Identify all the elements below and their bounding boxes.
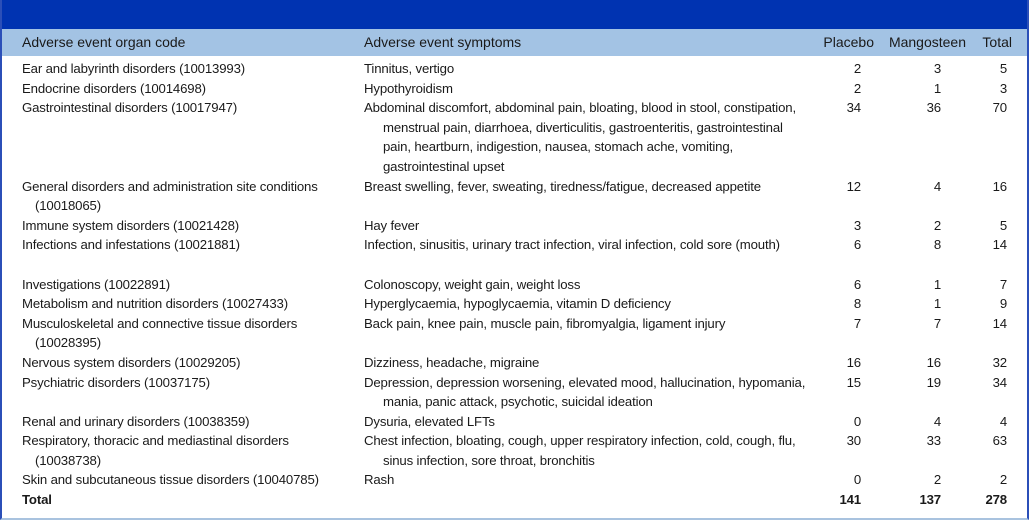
total-count: 5 xyxy=(999,61,1007,76)
placebo-total: 141 xyxy=(839,492,861,508)
placebo-count: 6 xyxy=(853,237,861,253)
symptoms-cell: Hyperglycaemia, hypoglycaemia, vitamin D deficiency xyxy=(364,296,671,312)
mangosteen-count: 3 xyxy=(933,61,941,76)
table-row xyxy=(2,412,1027,432)
organ-code-cell: Infections and infestations (10021881) xyxy=(22,237,240,253)
organ-code-cell: Musculoskeletal and connective tissue disorders (10028395) xyxy=(22,315,298,351)
mangosteen-count: 4 xyxy=(933,178,941,194)
total-count: 9 xyxy=(999,296,1007,312)
symptoms-cell: Colonoscopy, weight gain, weight loss xyxy=(364,276,581,292)
placebo-count: 30 xyxy=(846,433,861,449)
organ-code-cell: Immune system disorders (10021428) xyxy=(22,217,239,233)
placebo-count: 7 xyxy=(853,315,861,331)
total-count: 16 xyxy=(992,178,1007,194)
table-row xyxy=(2,98,1027,176)
table-row xyxy=(2,235,1027,274)
table-header-row xyxy=(2,29,1027,56)
placebo-count: 6 xyxy=(853,276,861,292)
header-mangosteen: Mangosteen xyxy=(888,34,966,50)
mangosteen-count: 36 xyxy=(926,100,941,116)
table-row xyxy=(2,177,1027,216)
grand-total: 278 xyxy=(985,492,1007,508)
mangosteen-count: 1 xyxy=(933,296,941,312)
header-symptoms: Adverse event symptoms xyxy=(364,34,522,50)
organ-code-cell: Metabolism and nutrition disorders (10027433) xyxy=(22,296,288,312)
organ-code-cell: Gastrointestinal disorders (10017947) xyxy=(22,100,238,116)
placebo-count: 2 xyxy=(853,61,861,76)
table-row xyxy=(2,216,1027,236)
total-count: 2 xyxy=(999,472,1007,488)
placebo-count: 15 xyxy=(846,374,861,390)
total-count: 4 xyxy=(999,413,1007,429)
table-title-bar xyxy=(2,0,1027,29)
total-count: 7 xyxy=(999,276,1007,292)
placebo-count: 34 xyxy=(846,100,861,116)
placebo-count: 12 xyxy=(846,178,861,194)
organ-code-cell: Investigations (10022891) xyxy=(22,276,171,292)
total-count: 70 xyxy=(992,100,1007,116)
mangosteen-count: 16 xyxy=(926,354,941,370)
placebo-count: 8 xyxy=(853,296,861,312)
placebo-count: 0 xyxy=(853,472,861,488)
table-body xyxy=(2,56,1027,510)
total-count: 32 xyxy=(992,354,1007,370)
placebo-count: 16 xyxy=(846,354,861,370)
total-count: 34 xyxy=(992,374,1007,390)
placebo-count: 0 xyxy=(853,413,861,429)
total-label: Total xyxy=(22,492,52,508)
total-count: 5 xyxy=(999,217,1007,233)
table-row xyxy=(2,79,1027,99)
organ-code-cell: Respiratory, thoracic and mediastinal disorders (10038738) xyxy=(22,433,289,468)
mangosteen-count: 1 xyxy=(933,276,941,292)
organ-code-cell: Nervous system disorders (10029205) xyxy=(22,354,241,370)
mangosteen-count: 2 xyxy=(933,472,941,488)
organ-code-cell: General disorders and administration site conditions (10018065) xyxy=(22,178,318,214)
placebo-count: 3 xyxy=(853,217,861,233)
symptoms-cell: Chest infection, bloating, cough, upper respiratory infection, cold, cough, flu, sinus infection, sore throat, bronchitis xyxy=(364,433,796,468)
table-row xyxy=(2,470,1027,490)
mangosteen-count: 33 xyxy=(926,433,941,449)
placebo-count: 2 xyxy=(853,80,861,96)
header-total: Total xyxy=(982,34,1012,50)
symptoms-cell: Infection, sinusitis, urinary tract infection, viral infection, cold sore (mouth) xyxy=(364,237,780,253)
mangosteen-count: 19 xyxy=(926,374,941,390)
total-count: 14 xyxy=(992,315,1007,331)
total-count: 3 xyxy=(999,80,1007,96)
symptoms-cell: Dizziness, headache, migraine xyxy=(364,354,540,370)
table-row xyxy=(2,294,1027,314)
mangosteen-count: 4 xyxy=(933,413,941,429)
mangosteen-count: 1 xyxy=(933,80,941,96)
organ-code-cell: Endocrine disorders (10014698) xyxy=(22,80,206,96)
organ-code-cell: Renal and urinary disorders (10038359) xyxy=(22,413,250,429)
table-row xyxy=(2,431,1027,470)
symptoms-cell: Rash xyxy=(364,472,395,488)
table-row xyxy=(2,275,1027,295)
organ-code-cell: Ear and labyrinth disorders (10013993) xyxy=(22,61,246,76)
symptoms-cell: Back pain, knee pain, muscle pain, fibromyalgia, ligament injury xyxy=(364,315,726,331)
symptoms-cell: Depression, depression worsening, elevated mood, hallucination, hypomania, mania, panic attack, psychotic, suicidal ideation xyxy=(364,374,806,410)
mangosteen-count: 7 xyxy=(933,315,941,331)
symptoms-cell: Dysuria, elevated LFTs xyxy=(364,413,495,429)
total-count: 63 xyxy=(992,433,1007,449)
symptoms-cell: Breast swelling, fever, sweating, tiredness/fatigue, decreased appetite xyxy=(364,178,761,194)
organ-code-cell: Psychiatric disorders (10037175) xyxy=(22,374,210,390)
mangosteen-total: 137 xyxy=(919,492,941,508)
header-placebo: Placebo xyxy=(823,34,874,50)
table-total-row xyxy=(2,490,1027,510)
table-row xyxy=(2,314,1027,353)
total-count: 14 xyxy=(992,237,1007,253)
symptoms-cell: Abdominal discomfort, abdominal pain, bloating, blood in stool, constipation, menstrual pain, diarrhoea, diverticulitis, gastroenteritis, gastrointestinal pain, heartburn, indigestion, nausea, stomach ache, vomiting, gastrointestinal upset xyxy=(364,100,796,174)
mangosteen-count: 8 xyxy=(933,237,941,253)
table-row xyxy=(2,59,1027,79)
symptoms-cell: Hypothyroidism xyxy=(364,80,453,96)
mangosteen-count: 2 xyxy=(933,217,941,233)
table-row xyxy=(2,353,1027,373)
symptoms-cell: Hay fever xyxy=(364,217,420,233)
symptoms-cell: Tinnitus, vertigo xyxy=(364,61,455,76)
organ-code-cell: Skin and subcutaneous tissue disorders (10040785) xyxy=(22,472,319,488)
table-row xyxy=(2,373,1027,412)
header-organ-code: Adverse event organ code xyxy=(22,34,186,50)
